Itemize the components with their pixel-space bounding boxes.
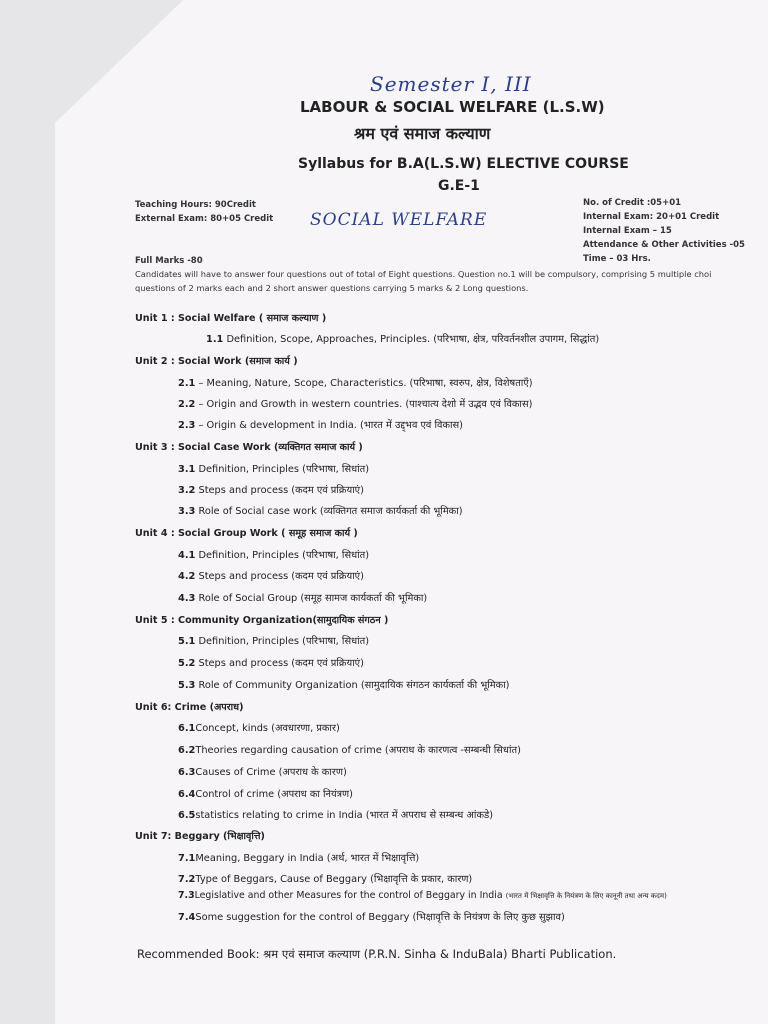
unit-item: 6.2Theories regarding causation of crime (अपराध के कारणत्व -सम्बन्धी सिधांत): [178, 745, 521, 756]
page-title-hindi: श्रम एवं समाज कल्याण: [354, 124, 491, 143]
internal-exam: Internal Exam – 15: [583, 226, 672, 236]
unit-item: 3.2 Steps and process (कदम एवं प्रक्रियाएं): [178, 485, 364, 496]
unit-7-title: Unit 7: Beggary (भिक्षावृत्ति): [135, 831, 265, 842]
unit-item: 6.1Concept, kinds (अवधारणा, प्रकार): [178, 723, 340, 734]
instructions-line-1: Candidates will have to answer four questions out of total of Eight questions. Question no.1 will be compulsory, comprising 5 multiple choi: [135, 269, 712, 279]
external-exam: External Exam: 80+05 Credit: [135, 214, 274, 224]
unit-item: 7.4Some suggestion for the control of Beggary (भिक्षावृत्ति के नियंत्रण के लिए कुछ सुझाव): [178, 912, 565, 923]
full-marks: Full Marks -80: [135, 256, 203, 266]
unit-item: 2.2 – Origin and Growth in western countries. (पाश्चात्य देशो में उद्भव एवं विकास): [178, 399, 533, 410]
unit-3-title: Unit 3 : Social Case Work (व्यक्तिगत समाज कार्य ): [135, 442, 363, 453]
unit-item: 6.4Control of crime (अपराध का नियंत्रण): [178, 789, 353, 800]
unit-4-title: Unit 4 : Social Group Work ( समूह समाज कार्य ): [135, 528, 358, 539]
syllabus-heading: Syllabus for B.A(L.S.W) ELECTIVE COURSE: [298, 156, 629, 172]
attendance-activities: Attendance & Other Activities -05: [583, 240, 745, 250]
unit-item: 6.3Causes of Crime (अपराध के कारण): [178, 767, 347, 778]
teaching-hours: Teaching Hours: 90Credit: [135, 200, 256, 210]
unit-item: 1.1 Definition, Scope, Approaches, Principles. (परिभाषा, क्षेत्र, परिवर्तनशील उपागम, सिद्धांत): [206, 334, 600, 345]
internal-credit: Internal Exam: 20+01 Credit: [583, 212, 720, 222]
course-code: G.E-1: [438, 178, 480, 194]
unit-item: 2.1 – Meaning, Nature, Scope, Characteristics. (परिभाषा, स्वरुप, क्षेत्र, विशेषताएँ): [178, 378, 533, 389]
instructions-line-2: questions of 2 marks each and 2 short answer questions carrying 5 marks & 2 Long questions.: [135, 283, 529, 293]
unit-item: 4.2 Steps and process (कदम एवं प्रक्रियाएं): [178, 571, 364, 582]
unit-item: 4.3 Role of Social Group (समूह सामज कार्यकर्ता की भूमिका): [178, 593, 428, 604]
credit-count: No. of Credit :05+01: [583, 198, 682, 208]
unit-item: 4.1 Definition, Principles (परिभाषा, सिधांत): [178, 550, 370, 561]
unit-item: 3.3 Role of Social case work (व्यक्तिगत समाज कार्यकर्ता की भूमिका): [178, 506, 463, 517]
unit-item: 7.1Meaning, Beggary in India (अर्थ, भारत में भिक्षावृत्ति): [178, 853, 420, 864]
unit-item: 3.1 Definition, Principles (परिभाषा, सिधांत): [178, 464, 370, 475]
exam-time: Time – 03 Hrs.: [583, 254, 651, 264]
unit-item: 7.2Type of Beggars, Cause of Beggary (भिक्षावृत्ति के प्रकार, कारण): [178, 874, 473, 885]
unit-item: 5.1 Definition, Principles (परिभाषा, सिधांत): [178, 636, 370, 647]
unit-1-title: Unit 1 : Social Welfare ( समाज कल्याण ): [135, 313, 327, 324]
handwritten-semester: Semester I, III: [370, 72, 532, 96]
unit-item: 2.3 – Origin & development in India. (भारत में उद्द्भव एवं विकास): [178, 420, 463, 431]
page-title: LABOUR & SOCIAL WELFARE (L.S.W): [300, 98, 605, 116]
recommended-book: Recommended Book: श्रम एवं समाज कल्याण (P.R.N. Sinha & InduBala) Bharti Publication.: [137, 947, 617, 961]
unit-item: 6.5statistics relating to crime in India (भारत में अपराध से सम्बन्ध आंकडे): [178, 810, 494, 821]
unit-item: 5.2 Steps and process (कदम एवं प्रक्रियाएं): [178, 658, 364, 669]
unit-item: 5.3 Role of Community Organization (सामुदायिक संगठन कार्यकर्ता की भूमिका): [178, 680, 510, 691]
unit-5-title: Unit 5 : Community Organization(सामुदायिक संगठन ): [135, 615, 389, 626]
unit-6-title: Unit 6: Crime (अपराध): [135, 702, 244, 713]
unit-item: 7.3Legislative and other Measures for the control of Beggary in India (भारत में भिक्षावृत्ति के नियंत्रण के लिए कानूनी तथा अन्य कदम): [178, 890, 667, 901]
unit-2-title: Unit 2 : Social Work (समाज कार्य ): [135, 356, 298, 367]
handwritten-subject: SOCIAL WELFARE: [310, 210, 488, 230]
